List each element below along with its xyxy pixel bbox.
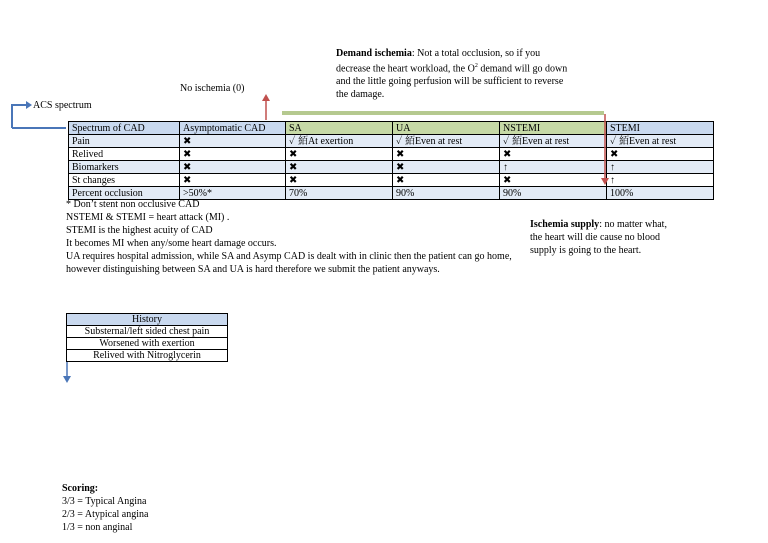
- note-line: NSTEMI & STEMI = heart attack (MI) .: [66, 212, 230, 223]
- history-item: Relived with Nitroglycerin: [67, 350, 228, 362]
- header-asymptomatic: Asymptomatic CAD: [180, 122, 286, 135]
- table-cell: ✖: [286, 161, 393, 174]
- table-cell: 100%: [607, 187, 714, 200]
- history-down-arrow-icon: [63, 362, 71, 384]
- table-cell: ✖: [180, 161, 286, 174]
- acs-spectrum-label: ACS spectrum: [33, 100, 92, 111]
- header-nstemi: NSTEMI: [500, 122, 607, 135]
- table-cell: ✖: [393, 161, 500, 174]
- cad-spectrum-table: [68, 121, 714, 200]
- table-cell: 70%: [286, 187, 393, 200]
- table-cell: Biomarkers: [69, 161, 180, 174]
- table-cell: 90%: [500, 187, 607, 200]
- table-cell: ✖: [180, 174, 286, 187]
- table-cell: ✖: [286, 174, 393, 187]
- demand-ischemia-title: Demand ischemia: [336, 48, 412, 59]
- header-spectrum: Spectrum of CAD: [69, 122, 180, 135]
- note-line: It becomes MI when any/some heart damage occurs.: [66, 238, 277, 249]
- table-cell: ✓ 絔At exertion: [286, 135, 393, 148]
- scoring-line: 1/3 = non anginal: [62, 522, 133, 533]
- notes-block: [66, 198, 521, 276]
- demand-text-post: demand will go down and the little going perfusion will be sufficient to reverse the damage.: [336, 63, 568, 101]
- table-cell: ✓ 絔Even at rest: [607, 135, 714, 148]
- ischemia-supply-note: [530, 218, 680, 257]
- header-ua: UA: [393, 122, 500, 135]
- table-cell: ✖: [500, 174, 607, 187]
- table-row-st-changes: [69, 174, 714, 187]
- note-line: * Don’t stent non occlusive CAD: [66, 199, 200, 210]
- table-row-pain: [69, 135, 714, 148]
- scoring-line: 2/3 = Atypical angina: [62, 509, 149, 520]
- table-cell: ✖: [180, 135, 286, 148]
- table-cell: ↑: [607, 161, 714, 174]
- demand-ischemia-note: [336, 47, 576, 101]
- header-sa: SA: [286, 122, 393, 135]
- header-stemi: STEMI: [607, 122, 714, 135]
- table-row-biomarkers: [69, 161, 714, 174]
- history-table: [66, 313, 228, 362]
- up-arrow-icon: [261, 94, 271, 120]
- scoring-title: [62, 482, 148, 495]
- table-cell: ↑: [500, 161, 607, 174]
- table-row-relived: [69, 148, 714, 161]
- table-cell: ✖: [393, 148, 500, 161]
- table-cell: Relived: [69, 148, 180, 161]
- table-cell: >50%*: [180, 187, 286, 200]
- table-header-row: [69, 122, 714, 135]
- table-cell: Percent occlusion: [69, 187, 180, 200]
- down-arrow-icon: [600, 114, 610, 186]
- scoring-line: 3/3 = Typical Angina: [62, 496, 147, 507]
- note-line: STEMI is the highest acuity of CAD: [66, 225, 213, 236]
- table-cell: ✖: [607, 148, 714, 161]
- scoring-title-text: Scoring:: [62, 483, 99, 494]
- table-cell: ✖: [286, 148, 393, 161]
- scoring-block: [62, 482, 148, 534]
- table-cell: Pain: [69, 135, 180, 148]
- demand-bracket-bar: [282, 111, 604, 115]
- table-cell: ↑: [607, 174, 714, 187]
- table-cell: ✖: [180, 148, 286, 161]
- table-cell: ✖: [393, 174, 500, 187]
- history-header: History: [67, 314, 228, 326]
- ischemia-supply-text: : no matter what, the heart will die cause no blood supply is going to the heart.: [530, 219, 667, 256]
- table-cell: ✖: [500, 148, 607, 161]
- history-item: Substernal/left sided chest pain: [67, 326, 228, 338]
- demand-text-pre: : Not a total occlusion, so if you decrease the heart workload, the O: [336, 48, 541, 75]
- table-cell: 90%: [393, 187, 500, 200]
- note-line: UA requires hospital admission, while SA and Asymp CAD is dealt with in clinic then the patient can go home, however distinguishing between SA and UA is hard therefore we submit the patient anyways.: [66, 251, 512, 275]
- table-cell: St changes: [69, 174, 180, 187]
- no-ischemia-label: No ischemia (0): [180, 83, 245, 94]
- table-cell: ✓ 絔Even at rest: [393, 135, 500, 148]
- demand-superscript: 2: [474, 63, 478, 69]
- history-item: Worsened with exertion: [67, 338, 228, 350]
- table-cell: ✓ 絔Even at rest: [500, 135, 607, 148]
- ischemia-supply-title: Ischemia supply: [530, 219, 600, 230]
